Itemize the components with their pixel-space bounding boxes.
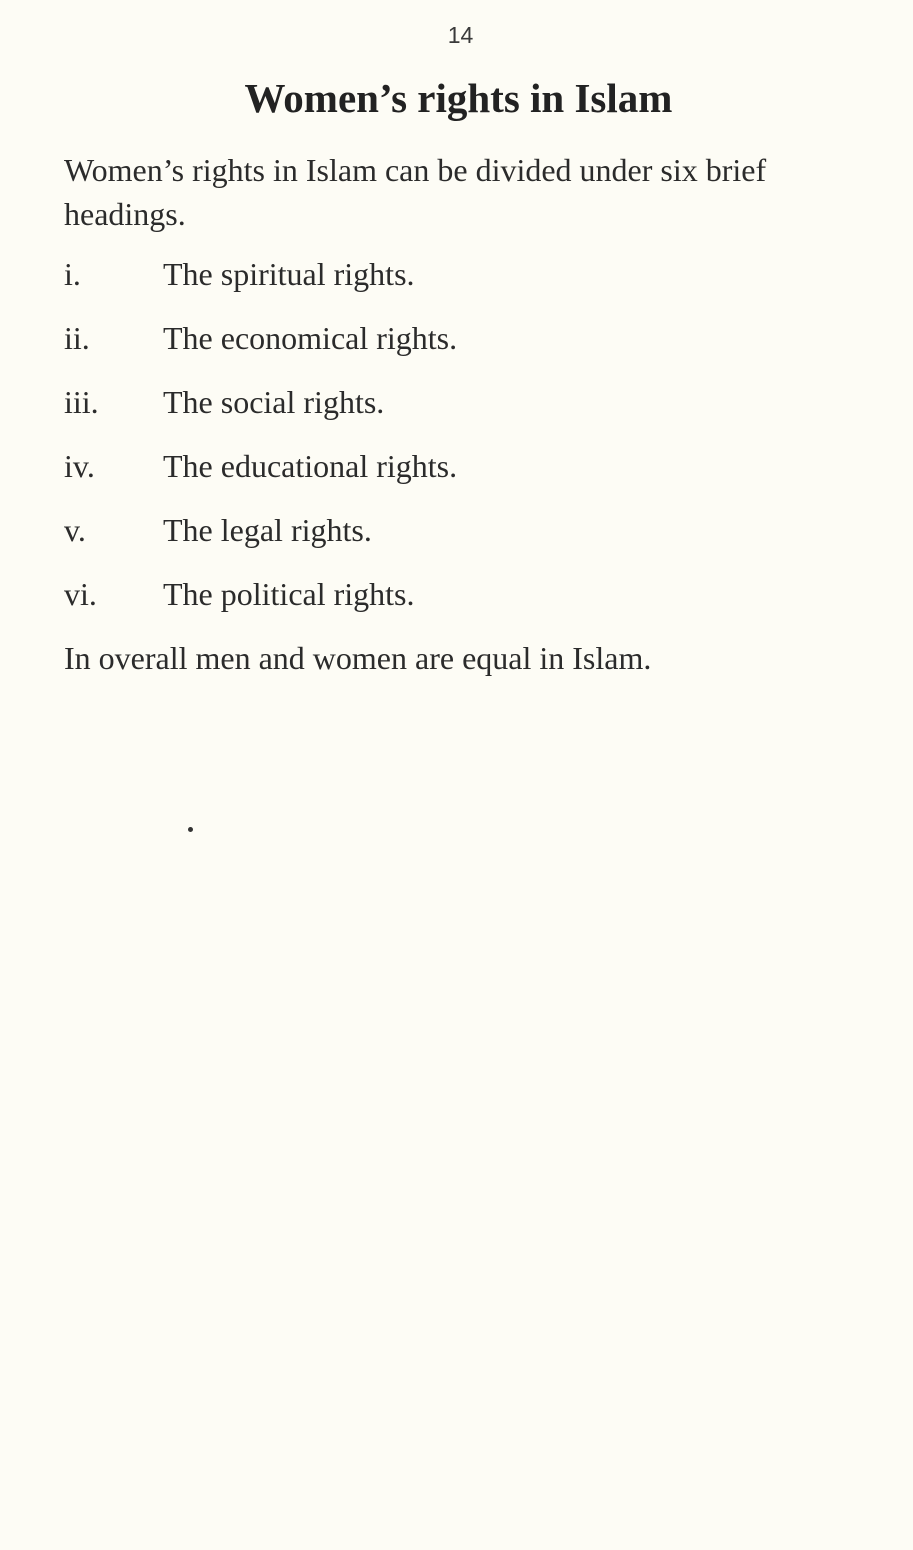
rights-list	[64, 252, 844, 636]
conclusion-paragraph: In overall men and women are equal in Islam.	[64, 640, 652, 676]
list-item	[64, 380, 844, 444]
list-item-text: The political rights.	[163, 576, 415, 612]
list-item	[64, 252, 844, 316]
list-item-text: The spiritual rights.	[163, 256, 415, 292]
list-item	[64, 444, 844, 508]
list-item	[64, 508, 844, 572]
page-title: Women’s rights in Islam	[244, 75, 673, 121]
intro-paragraph: Women’s rights in Islam can be divided under six brief headings.	[64, 152, 767, 232]
print-speck	[188, 827, 193, 832]
list-numeral: ii.	[64, 320, 90, 356]
list-item-text: The educational rights.	[163, 448, 458, 484]
list-numeral: v.	[64, 512, 86, 548]
page-number: 14	[447, 22, 474, 48]
list-numeral: vi.	[64, 576, 97, 612]
list-numeral: iv.	[64, 448, 95, 484]
list-item	[64, 316, 844, 380]
list-numeral: iii.	[64, 384, 99, 420]
list-item-text: The economical rights.	[163, 320, 458, 356]
list-item-text: The social rights.	[163, 384, 385, 420]
list-item	[64, 572, 844, 636]
list-item-text: The legal rights.	[163, 512, 372, 548]
list-numeral: i.	[64, 256, 81, 292]
